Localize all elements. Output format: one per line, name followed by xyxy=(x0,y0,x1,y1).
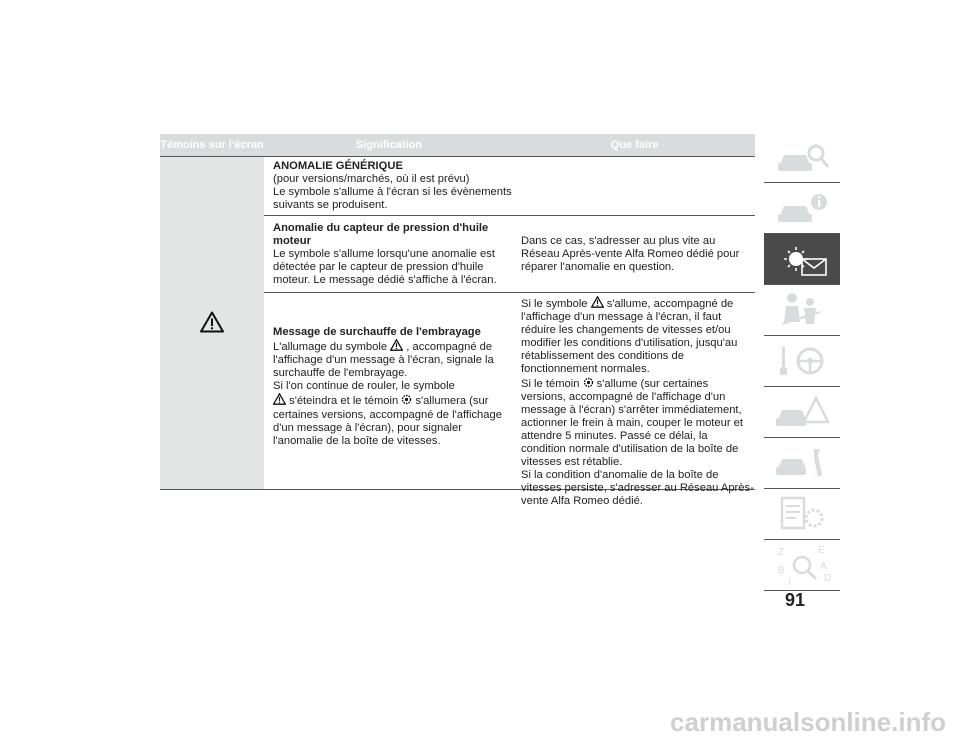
car-search-icon xyxy=(772,135,832,179)
header-what-to-do: Que faire xyxy=(610,139,659,151)
alphabetical-index-icon xyxy=(772,543,832,587)
key-steering-wheel-icon xyxy=(772,339,832,383)
tab-starting-driving[interactable] xyxy=(764,336,840,387)
row-divider xyxy=(264,215,755,216)
row-clutch-overheat-meaning xyxy=(273,326,513,448)
tab-safety[interactable] xyxy=(764,285,840,336)
svg-text:D: D xyxy=(824,573,832,584)
warning-triangle-icon xyxy=(390,339,403,351)
row-oil-sensor-action xyxy=(521,235,755,274)
table-header xyxy=(160,134,755,157)
row-clutch-overheat-action xyxy=(521,296,755,509)
svg-text:E: E xyxy=(818,545,825,556)
meaning-text: s'éteindra et le témoin xyxy=(289,395,399,408)
tab-index[interactable] xyxy=(764,540,840,591)
gearbox-fault-icon xyxy=(583,377,594,388)
warning-triangle-icon xyxy=(591,296,604,308)
tab-technical-specs[interactable] xyxy=(764,489,840,540)
meaning-text: s'allumera (sur certaines versions, accompagné de l'affichage d'un message à l'écran), pour signaler l'anomalie de la boîte de vitesses. xyxy=(273,395,502,447)
car-emergency-icon xyxy=(772,390,832,434)
svg-text:B: B xyxy=(778,565,785,576)
gearbox-fault-icon xyxy=(401,394,412,405)
action-text: Dans ce cas, s'adresser au plus vite au Réseau Après-vente Alfa Romeo dédié pour réparer l'anomalie en question. xyxy=(521,235,740,274)
action-text: Si le symbole xyxy=(521,298,588,310)
svg-text:Z: Z xyxy=(778,547,785,558)
row-title: Message de surchauffe de l'embrayage xyxy=(273,326,481,338)
spec-sheet-gear-icon xyxy=(772,492,832,536)
row-generic-anomaly-meaning xyxy=(273,160,513,212)
header-meaning: Signification xyxy=(356,139,422,151)
meaning-text: (pour versions/marchés, où il est prévu) xyxy=(273,173,470,186)
meaning-text: , accompagné de l'affichage d'un message à l'écran, signale la surchauffe de l'embrayage. xyxy=(273,341,494,380)
meaning-text: Le symbole s'allume à l'écran si les évènements suivants se produisent. xyxy=(273,186,512,212)
car-wrench-icon xyxy=(772,441,832,485)
row-divider xyxy=(264,292,755,293)
chapter-sidebar xyxy=(764,132,840,591)
action-text: s'allume (sur certaines versions, accompagné de l'affichage d'un message à l'écran) s'arrêter immédiatement, actionner le frein à main, couper le moteur et attendre 5 minutes. Passé ce délai, la condition normale d'utilisation de la boîte de vitesses est rétablie. xyxy=(521,377,744,469)
warning-triangle-icon xyxy=(200,311,224,333)
row-oil-sensor-meaning xyxy=(273,222,513,287)
warning-light-message-icon xyxy=(772,237,832,281)
warning-triangle-icon xyxy=(273,393,286,405)
svg-text:I: I xyxy=(788,577,791,587)
tab-info[interactable] xyxy=(764,183,840,234)
row-title: ANOMALIE GÉNÉRIQUE xyxy=(273,160,403,172)
watermark: carmanualsonline.info xyxy=(670,707,946,737)
row-title: Anomalie du capteur de pression d'huile moteur xyxy=(273,222,489,248)
tab-servicing[interactable] xyxy=(764,438,840,489)
tab-warning-lights[interactable] xyxy=(764,234,840,285)
meaning-text: L'allumage du symbole xyxy=(273,341,388,354)
tab-emergency[interactable] xyxy=(764,387,840,438)
meaning-text: Le symbole s'allume lorsqu'une anomalie est détectée par le capteur de pression d'huile moteur. Le message dédié s'affiche à l'écran. xyxy=(273,248,497,287)
meaning-text: Si l'on continue de rouler, le symbole xyxy=(273,380,455,393)
page-number: 91 xyxy=(784,590,806,610)
action-text: s'allume, accompagné de l'affichage d'un message à l'écran, il faut réduire les changements de vitesses et/ou modifier les conditions d'utilisation, jusqu'au rétablissement des conditions de fonctionnement normales. xyxy=(521,298,738,376)
action-text: Si la condition d'anomalie de la boîte de vitesses persiste, s'adresser au Réseau Après-vente Alfa Romeo dédié. xyxy=(521,469,754,508)
action-text: Si le témoin xyxy=(521,377,580,390)
icon-column xyxy=(160,157,264,489)
car-info-icon xyxy=(772,186,832,230)
tab-knowing-your-car[interactable] xyxy=(764,132,840,183)
passenger-airbag-icon xyxy=(772,288,832,332)
header-warning-lights: Témoins sur l'écran xyxy=(160,139,264,151)
svg-text:A: A xyxy=(820,561,827,572)
